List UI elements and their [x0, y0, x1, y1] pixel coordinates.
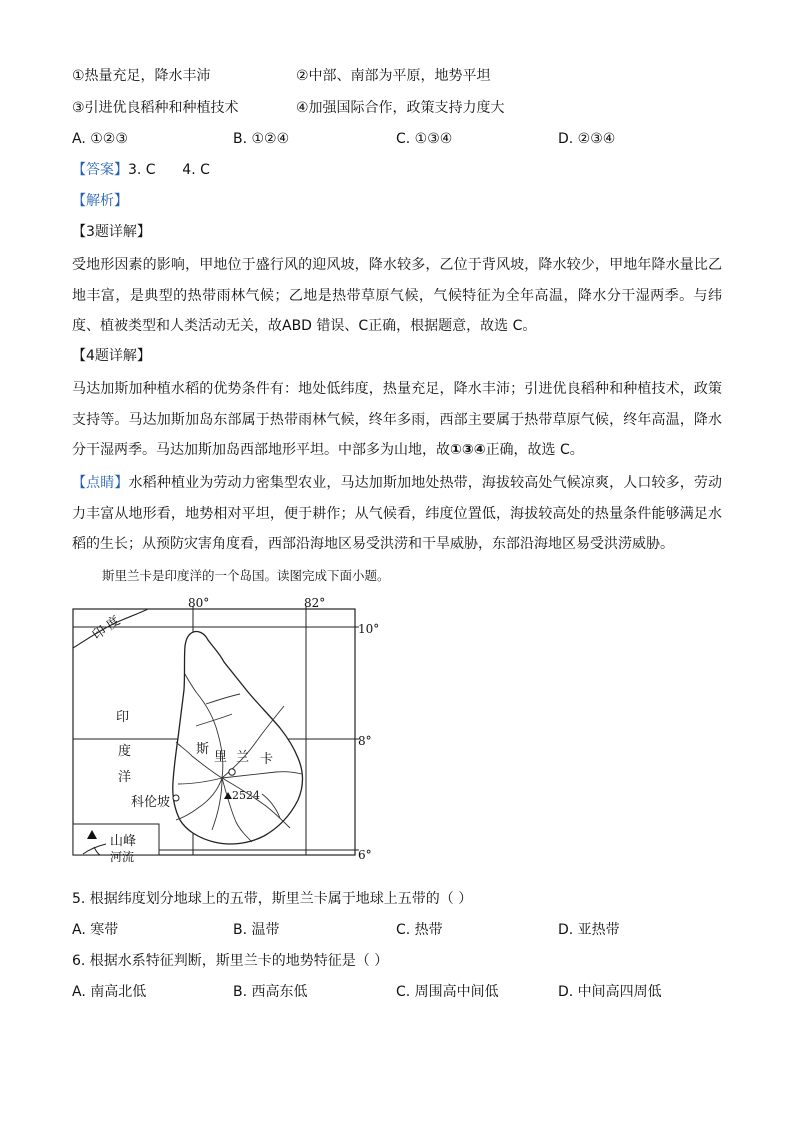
choice-c: C. ①③④ — [396, 131, 453, 147]
ocean-label-1: 印 — [116, 710, 130, 725]
answer-row — [0, 159, 794, 181]
q5-stem: 5. 根据纬度划分地球上的五带，斯里兰卡属于地球上五带的（ ） — [72, 891, 473, 907]
option-2: ②中部、南部为平原，地势平坦 — [296, 68, 491, 84]
tips-tag: 【点睛】 — [72, 475, 129, 491]
q4-circled-options: ①③④ — [450, 442, 486, 458]
colombo-marker — [173, 795, 179, 801]
prev-options-row-2 — [0, 97, 794, 119]
q6-choices-row — [0, 981, 794, 1003]
choice-a: A. ①②③ — [72, 131, 128, 147]
option-1: ①热量充足，降水丰沛 — [72, 68, 211, 84]
q5-choices-row — [0, 919, 794, 941]
legend-river-label: 河流 — [110, 850, 135, 864]
answer-tag: 【答案】 — [72, 162, 128, 178]
q5-stem-row — [0, 888, 794, 910]
q6-stem-row — [0, 950, 794, 972]
answer-text: 3. C 4. C — [128, 162, 210, 178]
map-intro: 斯里兰卡是印度洋的一个岛国。读图完成下面小题。 — [102, 568, 390, 583]
prev-choices-row — [0, 128, 794, 150]
country-label-4: 卡 — [260, 752, 274, 767]
lat-10-label: 10° — [358, 622, 380, 636]
town-marker — [229, 769, 235, 775]
q4-text-a: 马达加斯加种植水稻的优势条件有：地处低纬度，热量充足，降水丰沛；引进优良稻种和种植技术，政策支持等。马达加斯加岛东部属于热带雨林气候，终年多雨，西部主要属于热带草原气候，终年高温，降水分干湿两季。马达加斯加岛西部地形平坦。中部多为山地，故 — [72, 381, 722, 458]
choice-d: D. ②③④ — [558, 131, 616, 147]
colombo-label: 科伦坡 — [131, 795, 171, 810]
q6-choice-d: D. 中间高四周低 — [558, 984, 662, 1000]
prev-options-row-1 — [0, 65, 794, 87]
q6-stem: 6. 根据水系特征判断，斯里兰卡的地势特征是（ ） — [72, 953, 389, 969]
q6-choice-a: A. 南高北低 — [72, 984, 147, 1000]
q4-tag-row — [0, 345, 794, 367]
lat-8-label: 8° — [358, 734, 372, 748]
q4-explanation — [72, 374, 722, 466]
lat-6-label: 6° — [358, 848, 372, 862]
sri-lanka-map — [72, 596, 380, 866]
lon-80-label: 80° — [188, 596, 210, 610]
q3-tag-row — [0, 221, 794, 243]
lon-82-label: 82° — [304, 596, 326, 610]
q4-text-b: 正确，故选 C。 — [485, 442, 584, 458]
tips-text: 水稻种植业为劳动力密集型农业，马达加斯加地处热带，海拔较高处气候凉爽，人口较多，劳动力丰富从地形看，地势相对平坦，便于耕作；从气候看，纬度位置低，海拔较高处的热量条件能够满足水稻的生长；从预防灾害角度看，西部沿海地区易受洪涝和干旱威胁，东部沿海地区易受洪涝威胁。 — [72, 475, 723, 552]
map-svg — [72, 596, 372, 866]
ocean-label-2: 度 — [118, 744, 132, 759]
option-3: ③引进优良稻种和种植技术 — [72, 100, 239, 116]
country-label-1: 斯 — [196, 742, 210, 757]
option-4: ④加强国际合作，政策支持力度大 — [296, 100, 505, 116]
analysis-tag: 【解析】 — [72, 193, 128, 209]
q3-tag: 【3题详解】 — [72, 224, 151, 240]
q4-tag: 【4题详解】 — [72, 348, 151, 364]
q6-choice-c: C. 周围高中间低 — [396, 984, 499, 1000]
country-label-3: 兰 — [236, 750, 250, 765]
country-label-2: 里 — [214, 750, 228, 765]
q5-choice-c: C. 热带 — [396, 922, 443, 938]
q5-choice-d: D. 亚热带 — [558, 922, 620, 938]
q5-choice-a: A. 寒带 — [72, 922, 119, 938]
peak-elevation-label: 2524 — [232, 789, 260, 802]
ocean-label-3: 洋 — [118, 770, 132, 785]
q6-choice-b: B. 西高东低 — [233, 984, 308, 1000]
analysis-row — [0, 190, 794, 212]
q3-explanation: 受地形因素的影响，甲地位于盛行风的迎风坡，降水较多，乙位于背风坡，降水较少，甲地年降水量比乙地丰富，是典型的热带雨林气候；乙地是热带草原气候，气候特征为全年高温，降水分干湿两季。与纬度、植被类型和人类活动无关，故ABD 错误、C正确，根据题意，故选 C。 — [72, 257, 722, 334]
legend-peak-label: 山峰 — [110, 834, 137, 849]
india-label: 印度 — [90, 611, 127, 644]
choice-b: B. ①②④ — [233, 131, 290, 147]
tips-paragraph — [72, 468, 722, 560]
q5-choice-b: B. 温带 — [233, 922, 280, 938]
